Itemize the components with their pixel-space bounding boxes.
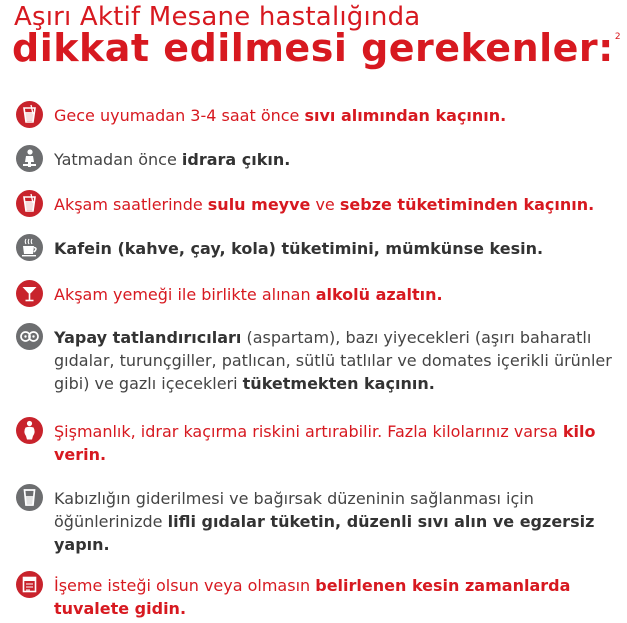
item-text [54, 193, 624, 216]
item-text [54, 237, 624, 260]
item-text-part: Yatmadan önce [54, 150, 182, 169]
item-text [54, 487, 599, 556]
item-text-emphasis: Yapay tatlandırıcıları [54, 328, 242, 347]
item-text [54, 326, 619, 395]
item-text-emphasis: sıvı alımından kaçının. [304, 106, 507, 125]
item-text [54, 148, 624, 171]
item-text [54, 283, 624, 306]
item-text-emphasis: sulu meyve [207, 195, 311, 214]
item-text-emphasis: tüketmekten kaçının. [242, 374, 435, 393]
item-text-part: ve [310, 195, 340, 214]
item-text-emphasis: sebze tüketiminden kaçının. [339, 195, 595, 214]
title-line-1: Aşırı Aktif Mesane hastalığında [14, 2, 421, 32]
item-text-part: Gece uyumadan 3-4 saat önce [54, 106, 305, 125]
item-text-emphasis: alkolü azaltın. [315, 285, 443, 304]
item-text-emphasis: belirlenen kesin zamanlarda tuvalete gidin. [54, 576, 571, 618]
item-text [54, 574, 624, 620]
item-text-part: Şişmanlık, idrar kaçırma riskini artırabilir. Fazla kilolarınız varsa [54, 422, 563, 441]
body-weight-icon [16, 417, 43, 444]
title-line-2-text: dikkat edilmesi gerekenler: [12, 26, 614, 70]
coffee-cup-icon [16, 234, 43, 261]
item-text-part: (aspartam), bazı yiyecekleri (aşırı baharatlı gıdalar, turunçgiller, patlıcan, sütlü tatlılar ve domates içerikli ürünler gibi) ve gazlı içecekleri [54, 328, 612, 393]
cocktail-glass-icon [16, 280, 43, 307]
item-text [54, 104, 624, 127]
title-line-2 [12, 26, 621, 70]
item-text-emphasis: Kafein (kahve, çay, kola) tüketimini, mümkünse kesin. [54, 239, 544, 258]
drink-glass-icon [16, 190, 43, 217]
toilet-person-icon [16, 145, 43, 172]
calendar-schedule-icon [16, 571, 43, 598]
item-text-part: Kabızlığın giderilmesi ve bağırsak düzeninin sağlanması için öğünlerinizde [54, 489, 534, 531]
item-text [54, 420, 624, 466]
footnote-marker: 2 [614, 32, 622, 42]
item-text-emphasis: kilo verin. [54, 422, 596, 464]
sweetener-pills-icon [16, 323, 43, 350]
drink-glass-icon [16, 101, 43, 128]
item-text-emphasis: lifli gıdalar tüketin, düzenli sıvı alın ve egzersiz yapın. [54, 512, 595, 554]
water-glass-icon [16, 484, 43, 511]
item-text-emphasis: idrara çıkın. [181, 150, 291, 169]
item-text-part: Akşam yemeği ile birlikte alınan [54, 285, 316, 304]
item-text-part: İşeme isteği olsun veya olmasın [54, 576, 316, 595]
item-text-part: Akşam saatlerinde [54, 195, 208, 214]
